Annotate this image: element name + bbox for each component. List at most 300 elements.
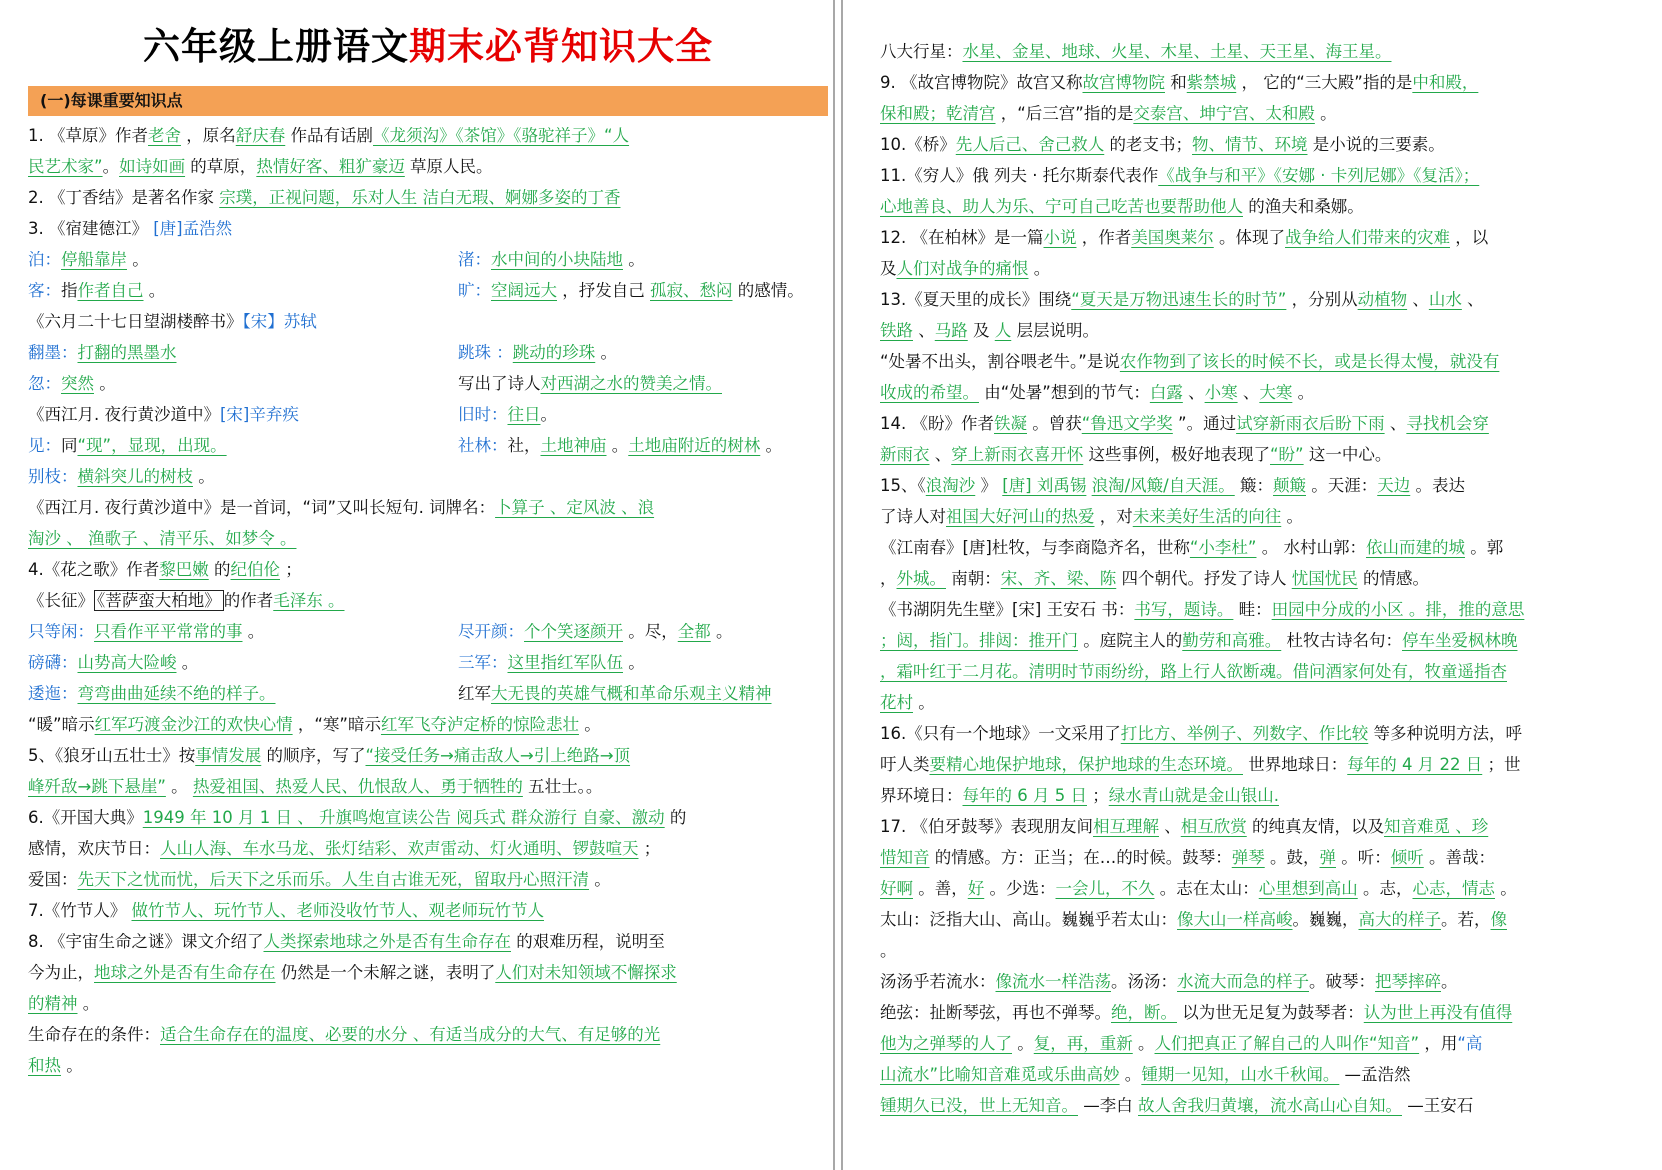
answer: 跳动的珍珠 bbox=[512, 343, 596, 362]
text: 。 bbox=[1119, 1065, 1142, 1084]
text: 、 bbox=[1461, 290, 1484, 309]
answer: 物、情节、环境 bbox=[1192, 135, 1308, 154]
answer: 收成的希望。 bbox=[880, 383, 979, 402]
text: 五壮士。。 bbox=[522, 777, 603, 796]
text: 9. 《故宫博物院》故宫又称 bbox=[880, 73, 1083, 92]
term: [唐]孟浩然 bbox=[153, 219, 233, 238]
text-line bbox=[28, 182, 828, 213]
line-left-part bbox=[880, 972, 1458, 991]
answer: 地球之外是否有生命存在 bbox=[94, 963, 276, 982]
answer: 每年的 6 月 5 日 bbox=[962, 786, 1087, 805]
text-line bbox=[880, 253, 1640, 284]
line-left-part bbox=[28, 901, 544, 920]
answer: 田园中分成的小区 。排，推的意思 bbox=[1271, 600, 1525, 619]
line-left-part bbox=[880, 445, 1391, 464]
text: 。 bbox=[606, 436, 629, 455]
text: 。 bbox=[589, 870, 611, 889]
answer: 把琴摔碎 bbox=[1375, 972, 1441, 991]
answer: “接受任务→痛击敌人→引上绝路→顶 bbox=[365, 746, 631, 765]
text: 。郭 bbox=[1464, 538, 1504, 557]
answer: 1949 年 10 月 1 日 、 升旗鸣炮宣读公告 阅兵式 群众游行 自豪、激动 bbox=[142, 808, 665, 827]
text: 13.《夏天里的成长》围绕 bbox=[880, 290, 1072, 309]
line-left-part bbox=[28, 653, 198, 672]
text: 由“处暑”想到的节气： bbox=[979, 383, 1150, 402]
line-left-part bbox=[880, 414, 1489, 433]
text: 。 bbox=[1314, 104, 1337, 123]
line-left-part bbox=[880, 724, 1522, 743]
line-right-part bbox=[458, 430, 782, 461]
text: ；世 bbox=[1482, 755, 1521, 774]
answer: 热情好客、粗犷豪迈 bbox=[256, 157, 405, 176]
answer: “夏天是万物迅速生长的时节” bbox=[1071, 290, 1287, 309]
term: [宋]辛弃疾 bbox=[220, 405, 299, 424]
text: 《江南春》[唐]杜牧，与李商隐齐名，世称 bbox=[880, 538, 1190, 557]
text: 簸： bbox=[1234, 476, 1273, 495]
text: 。 bbox=[623, 250, 645, 269]
line-left-part bbox=[28, 590, 345, 611]
answer: 绿水青山就是金山银山. bbox=[1108, 786, 1279, 805]
text: 、 bbox=[929, 445, 952, 464]
text: 。 bbox=[623, 653, 645, 672]
line-left-part bbox=[880, 135, 1445, 154]
answer: 停车坐爱枫林晚 bbox=[1402, 631, 1518, 650]
answer: 个个笑逐颜开 bbox=[524, 622, 623, 641]
text: 感情，欢庆节日： bbox=[28, 839, 160, 858]
text: 。 bbox=[242, 622, 265, 641]
answer: 每年的 4 月 22 日 bbox=[1347, 755, 1483, 774]
text: 、 bbox=[1237, 383, 1260, 402]
text: ，以 bbox=[1450, 228, 1489, 247]
line-left-part bbox=[880, 383, 1314, 402]
answer: 的精神 bbox=[28, 994, 78, 1013]
text-line bbox=[880, 222, 1640, 253]
text: 。曾获 bbox=[1027, 414, 1082, 433]
text: 红军 bbox=[458, 684, 491, 703]
answer: 人类探索地球之外是否有生命存在 bbox=[263, 932, 511, 951]
text: 1. 《草原》作者 bbox=[28, 126, 148, 145]
line-left-part bbox=[880, 197, 1364, 216]
text-line bbox=[28, 709, 828, 740]
text: “暖”暗示 bbox=[28, 715, 95, 734]
text: 》 bbox=[975, 476, 1003, 495]
text-line bbox=[880, 935, 1640, 966]
term: 【宋】苏轼 bbox=[242, 312, 317, 331]
term: 渚： bbox=[458, 250, 491, 269]
text-line bbox=[28, 864, 828, 895]
answer: 适合生命存在的温度、必要的水分 、有适当成分的大气、有足够的光 bbox=[160, 1025, 661, 1044]
line-left-part bbox=[28, 467, 215, 486]
answer: 宗璞，正视问题，乐对人生 洁白无瑕、婀娜多姿的丁香 bbox=[219, 188, 621, 207]
answer: 水流大而急的样子 bbox=[1177, 972, 1309, 991]
line-left-part bbox=[28, 870, 611, 889]
line-left-part bbox=[880, 321, 1099, 340]
text: 杜牧古诗名句： bbox=[1281, 631, 1402, 650]
text: 。善， bbox=[913, 879, 968, 898]
text-line bbox=[28, 306, 828, 337]
page-title bbox=[28, 6, 828, 86]
answer: 《龙须沟》《茶馆》《骆驼祥子》“人 bbox=[373, 126, 630, 145]
answer: 民艺术家” bbox=[28, 157, 103, 176]
text: ，对 bbox=[1094, 507, 1133, 526]
line-right-part bbox=[458, 678, 772, 709]
text-line bbox=[880, 873, 1640, 904]
answer: 心地善良、助人为乐、宁可自己吃苦也要帮助他人 bbox=[880, 197, 1243, 216]
answer: 山流水”比喻知音难觅或乐曲高妙 bbox=[880, 1065, 1120, 1084]
text: 及 bbox=[967, 321, 995, 340]
text: ； bbox=[280, 560, 302, 579]
text: 《西江月. 夜行黄沙道中》 bbox=[28, 405, 220, 424]
answer: 认为世上再没有值得 bbox=[1363, 1003, 1513, 1022]
text-line bbox=[880, 842, 1640, 873]
answer: 试穿新雨衣后盼下雨 bbox=[1236, 414, 1385, 433]
text: 。 bbox=[880, 941, 897, 960]
text: —孟浩然 bbox=[1339, 1065, 1411, 1084]
answer: 弹 bbox=[1319, 848, 1336, 867]
text: 。 bbox=[1028, 259, 1051, 278]
text-line bbox=[880, 997, 1640, 1028]
line-right-part bbox=[458, 368, 722, 399]
line-left-part bbox=[880, 1065, 1411, 1084]
text: 5、《狼牙山五壮士》按 bbox=[28, 746, 196, 765]
text-line bbox=[880, 563, 1640, 594]
text-line bbox=[28, 833, 828, 864]
text-line bbox=[28, 802, 828, 833]
line-left-part bbox=[880, 910, 1507, 929]
text: 。尽， bbox=[623, 622, 678, 641]
text: 《西江月. 夜行黄沙道中》是一首词，“词”又叫长短句. 词牌名： bbox=[28, 498, 496, 517]
answer: 动植物 bbox=[1357, 290, 1408, 309]
answer: 突然 bbox=[61, 374, 94, 393]
text: “处暑不出头，割谷喂老牛。”是说 bbox=[880, 352, 1120, 371]
text-line bbox=[880, 656, 1640, 687]
answer: 依山而建的城 bbox=[1365, 538, 1465, 557]
answer: 先天下之忧而忧，后天下之乐而乐。人生自古谁无死，留取丹心照汗清 bbox=[77, 870, 589, 889]
answer: 绝，断。 bbox=[1111, 1003, 1177, 1022]
text-line bbox=[880, 687, 1640, 718]
text: —王安石 bbox=[1402, 1096, 1474, 1115]
text: 。 bbox=[1132, 1034, 1155, 1053]
text: 。 bbox=[127, 250, 149, 269]
text: 世界地球日： bbox=[1243, 755, 1348, 774]
text-line bbox=[28, 1050, 828, 1081]
text-line bbox=[880, 160, 1640, 191]
text-line bbox=[28, 244, 828, 275]
text: 。庭院主人的 bbox=[1078, 631, 1183, 650]
term: 跳珠 ： bbox=[458, 343, 513, 362]
text: 。 bbox=[102, 157, 120, 176]
answer: 这里指红军队伍 bbox=[507, 653, 623, 672]
text: 及 bbox=[880, 259, 897, 278]
answer: 作者自己 bbox=[77, 281, 144, 300]
text: ； bbox=[1086, 786, 1109, 805]
answer: 复，再，重新 bbox=[1033, 1034, 1133, 1053]
answer: “现”，显现，出现。 bbox=[77, 436, 227, 455]
text: 。善哉： bbox=[1423, 848, 1495, 867]
text: 。 bbox=[193, 467, 215, 486]
text: 10.《桥》 bbox=[880, 135, 956, 154]
line-left-part bbox=[28, 157, 493, 176]
answer: 好 bbox=[967, 879, 985, 898]
text-line bbox=[28, 678, 828, 709]
text-line bbox=[28, 771, 828, 802]
text-line bbox=[880, 36, 1640, 67]
line-left-part bbox=[28, 126, 629, 145]
text-line bbox=[880, 966, 1640, 997]
answer: 毛泽东 。 bbox=[273, 591, 345, 610]
text: ； bbox=[638, 839, 661, 858]
line-left-part bbox=[880, 631, 1518, 650]
text-line bbox=[880, 98, 1640, 129]
text-line bbox=[880, 811, 1640, 842]
text: 同 bbox=[61, 436, 78, 455]
answer: 淘沙 、 渔歌子 、清平乐、如梦令 。 bbox=[28, 529, 297, 548]
text: 。少选： bbox=[984, 879, 1056, 898]
text-line bbox=[880, 749, 1640, 780]
term: 旷： bbox=[458, 281, 491, 300]
answer: ，霜叶红于二月花。清明时节雨纷纷，路上行人欲断魂。借问酒家何处有，牧童遥指杏 bbox=[880, 662, 1507, 681]
answer: 人们对战争的痛恨 bbox=[896, 259, 1029, 278]
line-left-part bbox=[880, 879, 1517, 898]
line-right-part bbox=[458, 647, 645, 678]
answer: 相互理解 bbox=[1093, 817, 1159, 836]
text-line bbox=[28, 492, 828, 523]
text: 是小说的三要素。 bbox=[1307, 135, 1445, 154]
text: ， bbox=[880, 569, 897, 588]
answer: 水星、金星、地球、火星、木星、土星、天王星、海王星。 bbox=[962, 42, 1392, 61]
text: 的情感。方：正当；在…的时候。鼓琴： bbox=[929, 848, 1232, 867]
line-left-part bbox=[28, 281, 165, 300]
line-left-part bbox=[28, 839, 660, 858]
answer: 像流水一样浩荡 bbox=[995, 972, 1111, 991]
line-left-part bbox=[880, 693, 935, 712]
text: —李白 bbox=[1078, 1096, 1138, 1115]
line-left-part bbox=[28, 963, 677, 982]
answer: 纪伯伦 bbox=[230, 560, 280, 579]
answer: 人们对未知领域不懈探求 bbox=[495, 963, 677, 982]
text: 这些事例，极好地表现了 bbox=[1083, 445, 1270, 464]
text-line bbox=[28, 957, 828, 988]
answer: 小寒 bbox=[1204, 383, 1238, 402]
answer: 舒庆春 bbox=[235, 126, 286, 145]
text: ，分别从 bbox=[1286, 290, 1358, 309]
line-left-part bbox=[28, 715, 601, 734]
text-line bbox=[880, 532, 1640, 563]
answer: 打比方、举例子、列数字、作比较 bbox=[1120, 724, 1369, 743]
line-left-part bbox=[880, 476, 1465, 495]
text: ，“寒”暗示 bbox=[292, 715, 381, 734]
text: 。志在太山： bbox=[1154, 879, 1259, 898]
answer: 全都 bbox=[677, 622, 711, 641]
title-red-part: 期末必背知识大全 bbox=[409, 24, 713, 68]
text: 的 bbox=[208, 560, 231, 579]
answer: 卜算子 、定风波 、浪 bbox=[495, 498, 655, 517]
line-left-part bbox=[28, 312, 317, 331]
text: 草原人民。 bbox=[404, 157, 493, 176]
text: 的 bbox=[664, 808, 687, 827]
answer: 像大山一样高峻 bbox=[1177, 910, 1293, 929]
text: 的老支书； bbox=[1104, 135, 1192, 154]
text-line bbox=[880, 1028, 1640, 1059]
text: 7.《竹节人》 bbox=[28, 901, 132, 920]
text: 。志， bbox=[1357, 879, 1413, 898]
line-left-part bbox=[880, 1096, 1473, 1115]
text: ”。通过 bbox=[1172, 414, 1237, 433]
line-left-part bbox=[28, 777, 602, 796]
text: 。 bbox=[1012, 1034, 1034, 1053]
text: 。 bbox=[176, 653, 199, 672]
line-left-part bbox=[28, 932, 665, 951]
line-left-part bbox=[880, 600, 1524, 619]
answer: 往日 bbox=[507, 405, 541, 424]
text: 。表达 bbox=[1410, 476, 1465, 495]
text: 了诗人对 bbox=[880, 507, 946, 526]
text: 。 bbox=[1441, 972, 1458, 991]
answer: 《战争与和平》《安娜 · 卡列尼娜》《复活》； bbox=[1158, 166, 1480, 185]
answer: 农作物到了该长的时候不长，或是长得太慢，就没有 bbox=[1119, 352, 1500, 371]
text-line bbox=[880, 594, 1640, 625]
line-left-part bbox=[880, 755, 1520, 774]
text-line bbox=[880, 501, 1640, 532]
answer: 大无畏的英雄气概和革命乐观主义精神 bbox=[491, 684, 772, 703]
answer: 铁凝 bbox=[994, 414, 1027, 433]
text-line bbox=[880, 1090, 1640, 1121]
answer: 忧国忧民 bbox=[1291, 569, 1358, 588]
text-line bbox=[28, 895, 828, 926]
answer: [唐] 刘禹锡 bbox=[1002, 476, 1087, 495]
text: 。 bbox=[578, 715, 601, 734]
text-line bbox=[880, 377, 1640, 408]
right-page bbox=[880, 0, 1640, 1170]
text: 的顺序，写了 bbox=[261, 746, 366, 765]
answer: 好啊 bbox=[880, 879, 913, 898]
answer: 山势高大险峻 bbox=[77, 653, 177, 672]
text: 的感情。 bbox=[732, 281, 804, 300]
text-line bbox=[28, 213, 828, 244]
term: 只等闲： bbox=[28, 622, 94, 641]
answer: 心志，情志 bbox=[1412, 879, 1495, 898]
text: 。 bbox=[165, 777, 193, 796]
text: 12. 《在柏林》是一篇 bbox=[880, 228, 1044, 247]
line-left-part bbox=[880, 259, 1050, 278]
answer: 浪淘沙 bbox=[925, 476, 976, 495]
answer: 热爱祖国、热爱人民、仇恨敌人、勇于牺牲的 bbox=[192, 777, 523, 796]
text-line bbox=[880, 67, 1640, 98]
answer: 马路 bbox=[934, 321, 968, 340]
answer: 倾听 bbox=[1390, 848, 1424, 867]
line-left-part bbox=[28, 436, 227, 455]
answer: 峰歼敌→跳下悬崖” bbox=[28, 777, 166, 796]
answer: 浪淘/风簸/自天涯。 bbox=[1091, 476, 1235, 495]
answer: 一会儿，不久 bbox=[1055, 879, 1155, 898]
term: 见： bbox=[28, 436, 61, 455]
line-left-part bbox=[28, 808, 686, 827]
line-left-part bbox=[880, 507, 1303, 526]
answer: 天边 bbox=[1377, 476, 1411, 495]
answer: 空阔远大 bbox=[491, 281, 557, 300]
text-line bbox=[880, 718, 1640, 749]
text: 、 bbox=[1159, 817, 1181, 836]
text: 11.《穷人》俄 列夫 · 托尔斯泰代表作 bbox=[880, 166, 1159, 185]
text: 的作者 bbox=[223, 591, 274, 610]
answer: 如诗如画 bbox=[119, 157, 186, 176]
answer: 大寒 bbox=[1259, 383, 1293, 402]
term: 社林： bbox=[458, 436, 508, 455]
term: 尽开颜： bbox=[458, 622, 524, 641]
line-left-part bbox=[880, 290, 1484, 309]
page-divider bbox=[833, 0, 835, 1170]
text: 的艰难历程，说明至 bbox=[511, 932, 665, 951]
answer: 花村 bbox=[880, 693, 913, 712]
text: 八大行星： bbox=[880, 42, 963, 61]
text: 等多种说明方法，呼 bbox=[1368, 724, 1522, 743]
text: 。 bbox=[1281, 507, 1303, 526]
line-left-part bbox=[28, 250, 149, 269]
text: 15、《 bbox=[880, 476, 926, 495]
line-left-part bbox=[880, 817, 1488, 836]
text: 、 bbox=[1384, 414, 1407, 433]
text-line bbox=[880, 191, 1640, 222]
text: 的纯真友情，以及 bbox=[1246, 817, 1384, 836]
text: 、 bbox=[1407, 290, 1429, 309]
text-line bbox=[880, 439, 1640, 470]
text-line bbox=[880, 346, 1640, 377]
text-line bbox=[28, 616, 828, 647]
title-black-part: 六年级上册语文 bbox=[143, 24, 409, 68]
text: 17. 《伯牙鼓琴》表现朋友间 bbox=[880, 817, 1093, 836]
answer: 知音难觅 、珍 bbox=[1384, 817, 1489, 836]
answer: 中和殿， bbox=[1412, 73, 1479, 92]
text: 。汤汤： bbox=[1111, 972, 1177, 991]
text: 16.《只有一个地球》一文采用了 bbox=[880, 724, 1121, 743]
text-line bbox=[28, 151, 828, 182]
line-left-part bbox=[28, 374, 116, 393]
line-left-part bbox=[28, 343, 177, 362]
line-left-part bbox=[880, 786, 1279, 805]
text-line bbox=[28, 523, 828, 554]
answer: 横斜突儿的树枝 bbox=[77, 467, 193, 486]
line-left-part bbox=[880, 662, 1507, 681]
term: 逶迤： bbox=[28, 684, 78, 703]
text-line bbox=[28, 275, 828, 306]
answer: 锺期久已没，世上无知音。 bbox=[880, 1096, 1078, 1115]
line-left-part bbox=[28, 219, 232, 238]
text: 。鼓， bbox=[1264, 848, 1320, 867]
line-left-part bbox=[28, 560, 302, 579]
line-right-part bbox=[458, 399, 557, 430]
line-left-part bbox=[880, 104, 1337, 123]
answer: 惜知音 bbox=[880, 848, 930, 867]
answer: 高大的样子 bbox=[1358, 910, 1441, 929]
text: 。体现了 bbox=[1213, 228, 1285, 247]
left-content bbox=[28, 120, 828, 1081]
answer: ；闼，指门。排闼：推开门 bbox=[880, 631, 1078, 650]
text: 界环境日： bbox=[880, 786, 963, 805]
answer: 黎巴嫩 bbox=[159, 560, 209, 579]
text-line bbox=[880, 780, 1640, 811]
text-line bbox=[28, 461, 828, 492]
text: 仍然是一个未解之谜，表明了 bbox=[275, 963, 496, 982]
answer: 打翻的黑墨水 bbox=[77, 343, 177, 362]
line-left-part bbox=[28, 684, 276, 703]
text-line bbox=[28, 988, 828, 1019]
line-left-part bbox=[28, 405, 299, 424]
answer: 交泰宫、坤宁宫、太和殿 bbox=[1133, 104, 1315, 123]
answer: 孤寂、愁闷 bbox=[650, 281, 733, 300]
line-left-part bbox=[28, 622, 264, 641]
text-line bbox=[880, 470, 1640, 501]
answer: 战争给人们带来的灾难 bbox=[1285, 228, 1450, 247]
text-line bbox=[28, 585, 828, 616]
